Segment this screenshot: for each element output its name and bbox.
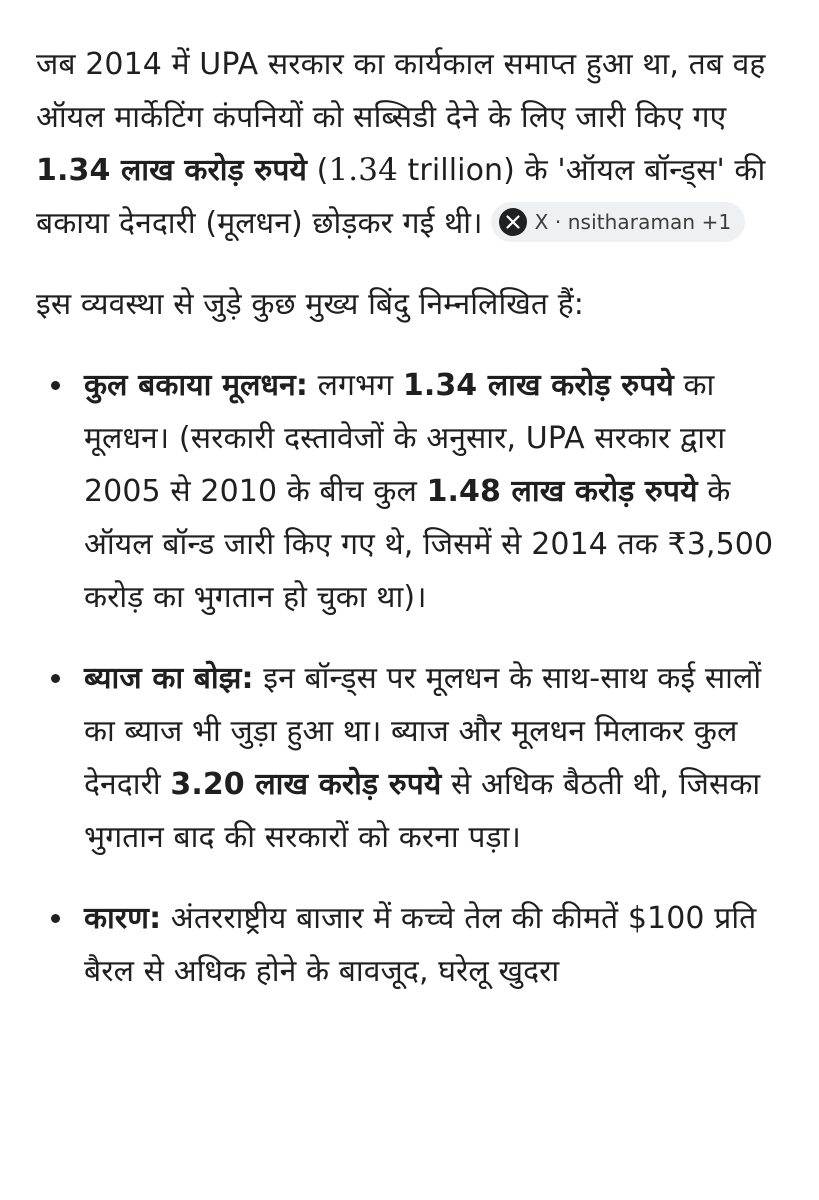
point-text: अंतरराष्ट्रीय बाजार में कच्चे तेल की कीमतें $100 प्रति बैरल से अधिक होने के बावजूद, घरेलू खुदरा (84, 901, 757, 989)
summary-text: जब 2014 में UPA सरकार का कार्यकाल समाप्त हुआ था, तब वह ऑयल मार्केटिंग कंपनियों को सब्सिडी देने के लिए जारी किए गए (36, 47, 766, 135)
bullet-dot (51, 674, 60, 683)
point-text: लगभग (307, 368, 403, 403)
x-logo-icon (499, 208, 527, 236)
list-item (36, 359, 779, 624)
paragraph-summary: जब 2014 में UPA सरकार का कार्यकाल समाप्त हुआ था, तब वह ऑयल मार्केटिंग कंपनियों को सब्सिडी देने के लिए जारी किए गए 1.34 लाख करोड़ रुपये (1.34 trillion) के 'ऑयल बॉन्ड्स' की बकाया देनदारी (मूलधन) छोड़कर गई थी। X · nsitharaman +1 (36, 47, 766, 241)
intro-text: इस व्यवस्था से जुड़े कुछ मुख्य बिंदु निम्नलिखित हैं: (36, 287, 584, 322)
point-title: कुल बकाया मूलधन: (84, 368, 308, 403)
summary-math-unit: trillion) (397, 153, 515, 188)
point-text: के ऑयल बॉन्ड जारी किए गए थे, जिसमें से 2014 तक ₹3,500 करोड़ का भुगतान हो चुका था)। (84, 474, 774, 615)
bullet-dot (51, 914, 60, 923)
list-item (36, 892, 779, 998)
key-points-list (36, 359, 779, 998)
point-text: इन बॉन्ड्स पर मूलधन के साथ-साथ कई सालों का ब्याज भी जुड़ा हुआ था। ब्याज और मूलधन मिलाकर कुल देनदारी (84, 661, 762, 802)
point-title: ब्याज का बोझ: (84, 661, 254, 696)
point-text: से अधिक बैठती थी, जिसका भुगतान बाद की सरकारों को करना पड़ा। (84, 767, 761, 855)
bullet-dot (51, 381, 60, 390)
point-title: कारण: (84, 901, 162, 936)
summary-text-2: के 'ऑयल बॉन्ड्स' की बकाया देनदारी (मूलधन) छोड़कर गई थी। (36, 153, 766, 241)
point-text: का मूलधन। (सरकारी दस्तावेजों के अनुसार, UPA सरकार द्वारा 2005 से 2010 के बीच कुल (84, 368, 726, 509)
point-bold: 3.20 लाख करोड़ रुपये (170, 767, 442, 802)
source-chip[interactable] (491, 202, 746, 242)
point-bold: 1.34 लाख करोड़ रुपये (402, 368, 674, 403)
summary-bold-amount: 1.34 लाख करोड़ रुपये (36, 153, 308, 188)
point-bold: 1.48 लाख करोड़ रुपये (426, 474, 698, 509)
source-chip-label: X · nsitharaman +1 (534, 209, 732, 234)
list-item (36, 652, 779, 864)
summary-math-value: 1.34 (328, 152, 398, 188)
